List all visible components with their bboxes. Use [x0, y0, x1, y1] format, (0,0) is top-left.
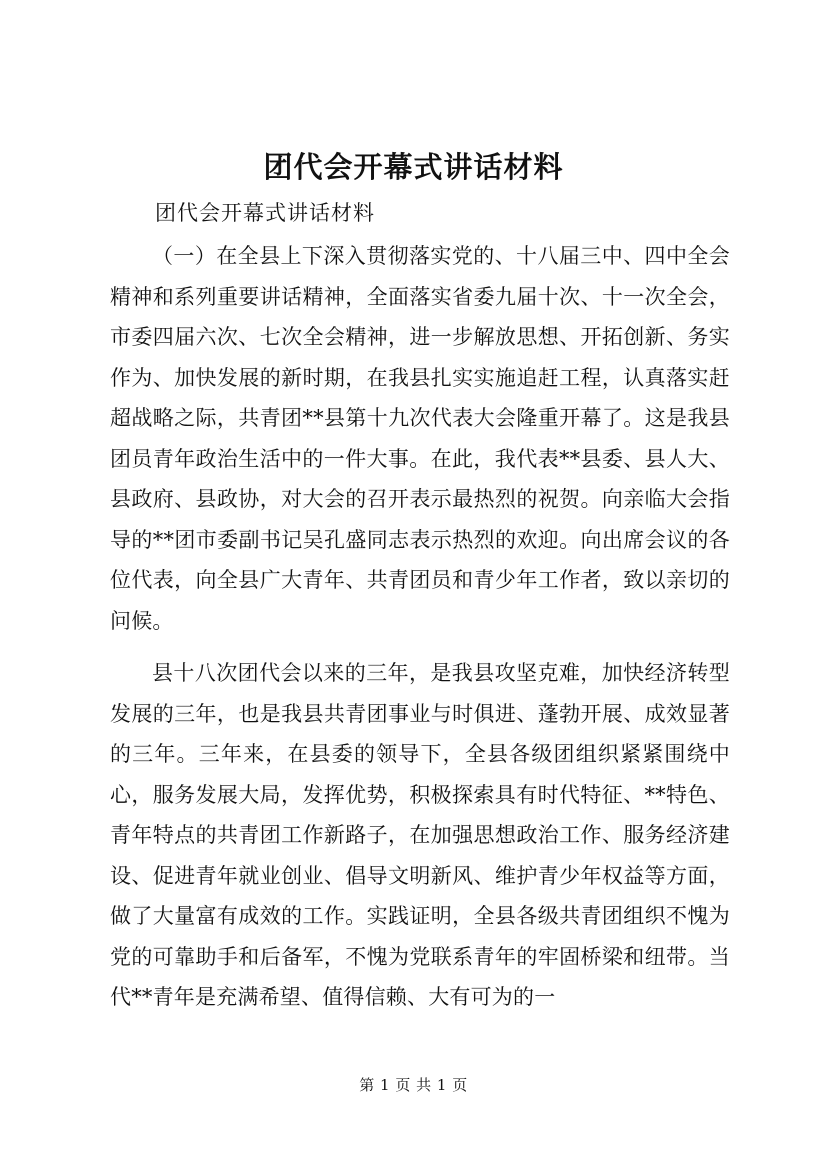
document-title: 团代会开幕式讲话材料 — [263, 150, 564, 184]
document-subtitle: 团代会开幕式讲话材料 — [155, 201, 375, 225]
body-paragraph: 县十八次团代会以来的三年，是我县攻坚克难，加快经济转型发展的三年，也是我县共青团事业与时俱进、蓬勃开展、成效显著的三年。三年来，在县委的领导下，全县各级团组织紧紧围绕中心，服务发展大局，发挥优势，积极探索具有时代特征、**特色、青年特点的共青团工作新路子，在加强思想政治工作、服务经济建设、促进青年就业创业、倡导文明新风、维护青少年权益等方面，做了大量富有成效的工作。实践证明，全县各级共青团组织不愧为党的可靠助手和后备军，不愧为党联系青年的牢固桥梁和纽带。当代**青年是充满希望、值得信赖、大有可为的一 — [110, 661, 730, 1009]
page-footer: 第 1 页 共 1 页 — [359, 1076, 468, 1094]
body-paragraph: （一）在全县上下深入贯彻落实党的、十八届三中、四中全会精神和系列重要讲话精神，全面落实省委九届十次、十一次全会，市委四届六次、七次全会精神，进一步解放思想、开拓创新、务实作为、加快发展的新时期，在我县扎实实施追赶工程，认真落实赶超战略之际，共青团**县第十九次代表大会隆重开幕了。这是我县团员青年政治生活中的一件大事。在此，我代表**县委、县人大、县政府、县政协，对大会的召开表示最热烈的祝贺。向亲临大会指导的**团市委副书记吴孔盛同志表示热烈的欢迎。向出席会议的各位代表，向全县广大青年、共青团员和青少年工作者，致以亲切的问候。 — [110, 244, 730, 633]
document-body — [110, 236, 730, 1018]
